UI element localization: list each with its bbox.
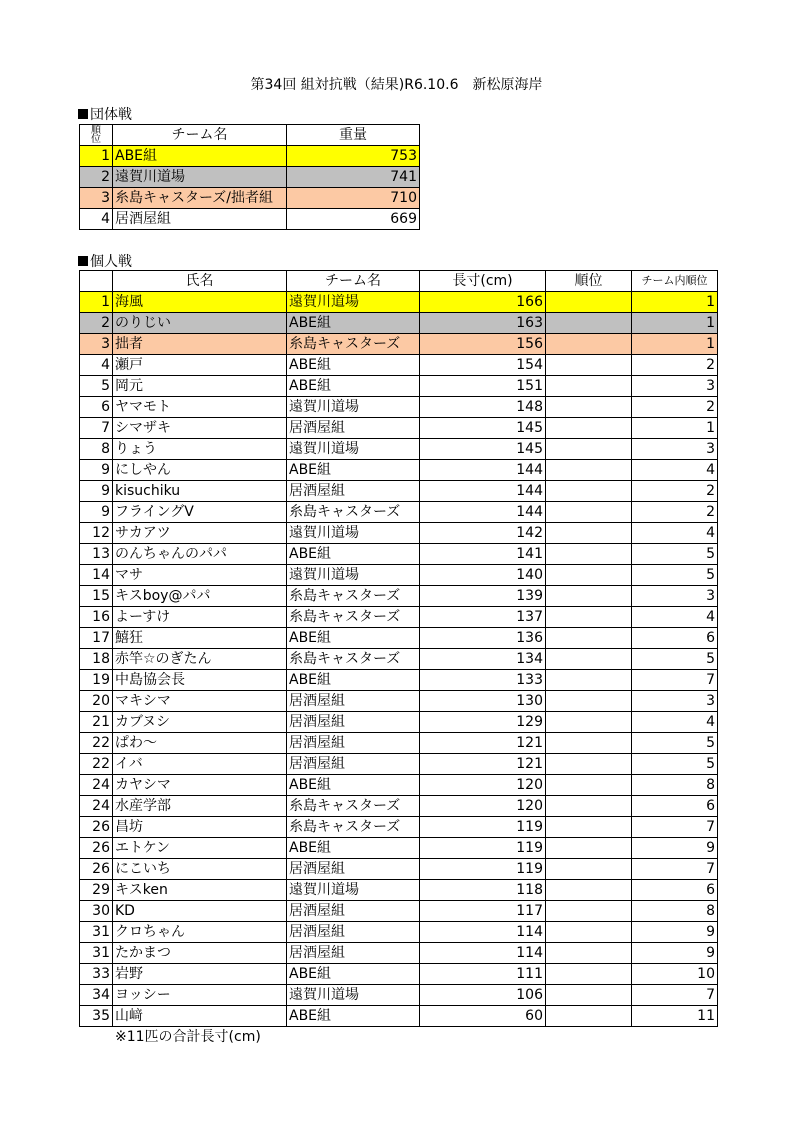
team-rank-cell: 1 [632, 418, 718, 439]
name-cell: キスken [113, 880, 287, 901]
team-rank-cell: 4 [632, 607, 718, 628]
square-bullet-icon [78, 109, 88, 119]
name-cell: マサ [113, 565, 287, 586]
table-row [80, 817, 718, 838]
length-cell: 121 [420, 733, 546, 754]
place-cell [546, 544, 632, 565]
rank-cell: 35 [80, 1006, 113, 1027]
length-cell: 120 [420, 796, 546, 817]
team-cell: 糸島キャスターズ [287, 502, 420, 523]
table-row [80, 565, 718, 586]
name-cell: フライングV [113, 502, 287, 523]
team-rank-cell: 7 [632, 817, 718, 838]
rank-cell: 29 [80, 880, 113, 901]
team-rank-cell: 9 [632, 922, 718, 943]
rank-cell: 9 [80, 502, 113, 523]
team-rank-cell: 2 [632, 355, 718, 376]
footnote: ※11匹の合計長寸(cm) [115, 1029, 261, 1045]
team-rank-cell: 6 [632, 796, 718, 817]
name-cell: KD [113, 901, 287, 922]
table-row [80, 754, 718, 775]
rank-cell: 3 [80, 334, 113, 355]
table-row [80, 985, 718, 1006]
header-rank: 順位 [80, 125, 113, 146]
rank-cell: 24 [80, 796, 113, 817]
rank-cell: 19 [80, 670, 113, 691]
rank-cell: 6 [80, 397, 113, 418]
length-cell: 154 [420, 355, 546, 376]
place-cell [546, 376, 632, 397]
team-cell: 遠賀川道場 [287, 985, 420, 1006]
rank-cell: 7 [80, 418, 113, 439]
table-row [80, 922, 718, 943]
table-row [80, 691, 718, 712]
name-cell: のりじい [113, 313, 287, 334]
team-cell: ABE組 [287, 355, 420, 376]
rank-cell: 26 [80, 859, 113, 880]
team-rank-cell: 7 [632, 859, 718, 880]
rank-cell: 22 [80, 733, 113, 754]
length-cell: 141 [420, 544, 546, 565]
length-cell: 140 [420, 565, 546, 586]
length-cell: 148 [420, 397, 546, 418]
team-cell: 遠賀川道場 [287, 292, 420, 313]
team-section-label: 団体戦 [90, 107, 132, 123]
name-cell: 岡元 [113, 376, 287, 397]
team-rank-cell: 2 [632, 502, 718, 523]
table-row [80, 628, 718, 649]
rank-cell: 4 [80, 355, 113, 376]
name-cell: よーすけ [113, 607, 287, 628]
table-row [80, 859, 718, 880]
table-row [80, 964, 718, 985]
place-cell [546, 460, 632, 481]
table-row [80, 712, 718, 733]
name-cell: 瀬戸 [113, 355, 287, 376]
weight-cell: 753 [287, 146, 420, 167]
team-rank-cell: 3 [632, 376, 718, 397]
length-cell: 119 [420, 817, 546, 838]
table-row [80, 775, 718, 796]
place-cell [546, 418, 632, 439]
length-cell: 111 [420, 964, 546, 985]
table-row [80, 460, 718, 481]
team-rank-cell: 5 [632, 649, 718, 670]
rank-cell: 2 [80, 313, 113, 334]
team-cell: ABE組 [287, 313, 420, 334]
length-cell: 133 [420, 670, 546, 691]
team-cell: 居酒屋組 [287, 712, 420, 733]
length-cell: 144 [420, 460, 546, 481]
table-row [80, 649, 718, 670]
header-team: チーム名 [287, 271, 420, 292]
place-cell [546, 355, 632, 376]
table-row [80, 397, 718, 418]
team-cell: 居酒屋組 [287, 481, 420, 502]
team-cell: 居酒屋組 [287, 691, 420, 712]
header-team: チーム名 [113, 125, 287, 146]
rank-cell: 30 [80, 901, 113, 922]
header-rank [80, 271, 113, 292]
length-cell: 144 [420, 481, 546, 502]
table-row [80, 376, 718, 397]
table-row [80, 523, 718, 544]
header-weight: 重量 [287, 125, 420, 146]
place-cell [546, 796, 632, 817]
place-cell [546, 607, 632, 628]
team-cell: 糸島キャスターズ [287, 649, 420, 670]
name-cell: 鱚狂 [113, 628, 287, 649]
name-cell: カヤシマ [113, 775, 287, 796]
table-row [80, 313, 718, 334]
table-row [80, 607, 718, 628]
name-cell: 水産学部 [113, 796, 287, 817]
length-cell: 134 [420, 649, 546, 670]
team-cell: 居酒屋組 [287, 943, 420, 964]
name-cell: 昌坊 [113, 817, 287, 838]
rank-cell: 33 [80, 964, 113, 985]
individual-section-label: 個人戦 [90, 254, 132, 270]
header-team-rank: チーム内順位 [632, 271, 718, 292]
place-cell [546, 334, 632, 355]
name-cell: にこいち [113, 859, 287, 880]
place-cell [546, 586, 632, 607]
place-cell [546, 397, 632, 418]
table-row [80, 334, 718, 355]
rank-cell: 5 [80, 376, 113, 397]
individual-results-table [79, 270, 718, 1027]
team-rank-cell: 7 [632, 670, 718, 691]
team-rank-cell: 6 [632, 628, 718, 649]
length-cell: 163 [420, 313, 546, 334]
name-cell: 山﨑 [113, 1006, 287, 1027]
length-cell: 129 [420, 712, 546, 733]
team-cell: 糸島キャスターズ [287, 334, 420, 355]
table-row [80, 146, 420, 167]
team-rank-cell: 9 [632, 838, 718, 859]
rank-cell: 12 [80, 523, 113, 544]
table-row [80, 544, 718, 565]
team-rank-cell: 2 [632, 397, 718, 418]
place-cell [546, 523, 632, 544]
table-row [80, 209, 420, 230]
team-cell: 居酒屋組 [287, 754, 420, 775]
length-cell: 121 [420, 754, 546, 775]
name-cell: 中島協会長 [113, 670, 287, 691]
place-cell [546, 439, 632, 460]
rank-cell: 9 [80, 481, 113, 502]
team-cell: ABE組 [287, 460, 420, 481]
rank-cell: 21 [80, 712, 113, 733]
length-cell: 145 [420, 418, 546, 439]
table-row [80, 838, 718, 859]
length-cell: 60 [420, 1006, 546, 1027]
name-cell: キスboy@パパ [113, 586, 287, 607]
team-rank-cell: 3 [632, 586, 718, 607]
place-cell [546, 502, 632, 523]
team-cell: ABE組 [287, 628, 420, 649]
name-cell: たかまつ [113, 943, 287, 964]
team-cell: 糸島キャスターズ [287, 817, 420, 838]
length-cell: 156 [420, 334, 546, 355]
name-cell: 岩野 [113, 964, 287, 985]
team-cell: ABE組 [287, 544, 420, 565]
square-bullet-icon [78, 256, 88, 266]
table-row [80, 943, 718, 964]
place-cell [546, 712, 632, 733]
rank-cell: 13 [80, 544, 113, 565]
place-cell [546, 292, 632, 313]
name-cell: マキシマ [113, 691, 287, 712]
length-cell: 118 [420, 880, 546, 901]
length-cell: 136 [420, 628, 546, 649]
team-cell: 居酒屋組 [287, 901, 420, 922]
rank-cell: 1 [80, 146, 113, 167]
weight-cell: 741 [287, 167, 420, 188]
name-cell: ぱわ～ [113, 733, 287, 754]
name-cell: シマザキ [113, 418, 287, 439]
team-rank-cell: 7 [632, 985, 718, 1006]
team-rank-cell: 6 [632, 880, 718, 901]
team-rank-cell: 1 [632, 292, 718, 313]
team-rank-cell: 5 [632, 565, 718, 586]
length-cell: 114 [420, 943, 546, 964]
place-cell [546, 1006, 632, 1027]
team-rank-cell: 4 [632, 460, 718, 481]
name-cell: ヤマモト [113, 397, 287, 418]
table-row [80, 418, 718, 439]
rank-cell: 9 [80, 460, 113, 481]
team-cell: ABE組 [113, 146, 287, 167]
rank-cell: 1 [80, 292, 113, 313]
name-cell: 拙者 [113, 334, 287, 355]
length-cell: 119 [420, 838, 546, 859]
place-cell [546, 670, 632, 691]
place-cell [546, 817, 632, 838]
place-cell [546, 922, 632, 943]
place-cell [546, 628, 632, 649]
length-cell: 151 [420, 376, 546, 397]
name-cell: 赤竿☆のぎたん [113, 649, 287, 670]
place-cell [546, 481, 632, 502]
team-cell: 居酒屋組 [287, 922, 420, 943]
length-cell: 166 [420, 292, 546, 313]
team-rank-cell: 4 [632, 712, 718, 733]
table-row [80, 481, 718, 502]
place-cell [546, 901, 632, 922]
name-cell: kisuchiku [113, 481, 287, 502]
rank-cell: 3 [80, 188, 113, 209]
team-cell: 糸島キャスターズ [287, 607, 420, 628]
team-cell: ABE組 [287, 376, 420, 397]
length-cell: 130 [420, 691, 546, 712]
team-rank-cell: 1 [632, 313, 718, 334]
weight-cell: 669 [287, 209, 420, 230]
team-cell: 居酒屋組 [113, 209, 287, 230]
place-cell [546, 880, 632, 901]
length-cell: 142 [420, 523, 546, 544]
table-row [80, 901, 718, 922]
rank-cell: 2 [80, 167, 113, 188]
team-section-heading [78, 104, 132, 124]
rank-cell: 24 [80, 775, 113, 796]
team-results-table [79, 124, 420, 230]
team-rank-cell: 8 [632, 775, 718, 796]
team-rank-cell: 1 [632, 334, 718, 355]
name-cell: ヨッシー [113, 985, 287, 1006]
table-row [80, 167, 420, 188]
team-cell: 居酒屋組 [287, 859, 420, 880]
rank-cell: 4 [80, 209, 113, 230]
rank-cell: 26 [80, 817, 113, 838]
team-cell: 居酒屋組 [287, 418, 420, 439]
place-cell [546, 964, 632, 985]
team-rank-cell: 11 [632, 1006, 718, 1027]
team-rank-cell: 3 [632, 691, 718, 712]
header-length: 長寸(cm) [420, 271, 546, 292]
team-rank-cell: 4 [632, 523, 718, 544]
name-cell: サカアツ [113, 523, 287, 544]
place-cell [546, 313, 632, 334]
team-rank-cell: 9 [632, 943, 718, 964]
table-row [80, 1006, 718, 1027]
team-rank-cell: 3 [632, 439, 718, 460]
rank-cell: 14 [80, 565, 113, 586]
rank-cell: 8 [80, 439, 113, 460]
rank-cell: 20 [80, 691, 113, 712]
team-cell: 糸島キャスターズ [287, 796, 420, 817]
name-cell: エトケン [113, 838, 287, 859]
name-cell: りょう [113, 439, 287, 460]
team-rank-cell: 5 [632, 733, 718, 754]
rank-cell: 17 [80, 628, 113, 649]
rank-cell: 16 [80, 607, 113, 628]
place-cell [546, 838, 632, 859]
name-cell: 海風 [113, 292, 287, 313]
table-row [80, 355, 718, 376]
length-cell: 139 [420, 586, 546, 607]
length-cell: 145 [420, 439, 546, 460]
rank-cell: 22 [80, 754, 113, 775]
team-cell: 遠賀川道場 [113, 167, 287, 188]
place-cell [546, 943, 632, 964]
place-cell [546, 859, 632, 880]
table-row [80, 439, 718, 460]
team-cell: 糸島キャスターズ/拙者組 [113, 188, 287, 209]
name-cell: イバ [113, 754, 287, 775]
team-cell: ABE組 [287, 1006, 420, 1027]
name-cell: にしやん [113, 460, 287, 481]
length-cell: 117 [420, 901, 546, 922]
rank-cell: 15 [80, 586, 113, 607]
rank-cell: 18 [80, 649, 113, 670]
table-row [80, 796, 718, 817]
name-cell: カブヌシ [113, 712, 287, 733]
team-rank-cell: 10 [632, 964, 718, 985]
team-rank-cell: 8 [632, 901, 718, 922]
team-cell: 居酒屋組 [287, 733, 420, 754]
team-rank-cell: 2 [632, 481, 718, 502]
name-cell: のんちゃんのパパ [113, 544, 287, 565]
table-row [80, 880, 718, 901]
length-cell: 144 [420, 502, 546, 523]
place-cell [546, 565, 632, 586]
header-place: 順位 [546, 271, 632, 292]
place-cell [546, 733, 632, 754]
weight-cell: 710 [287, 188, 420, 209]
table-row [80, 188, 420, 209]
place-cell [546, 754, 632, 775]
length-cell: 137 [420, 607, 546, 628]
team-cell: 遠賀川道場 [287, 439, 420, 460]
table-row [80, 292, 718, 313]
place-cell [546, 775, 632, 796]
length-cell: 119 [420, 859, 546, 880]
team-cell: 遠賀川道場 [287, 565, 420, 586]
team-cell: 遠賀川道場 [287, 397, 420, 418]
rank-cell: 31 [80, 922, 113, 943]
individual-section-heading [78, 251, 132, 271]
place-cell [546, 649, 632, 670]
rank-cell: 34 [80, 985, 113, 1006]
team-cell: 遠賀川道場 [287, 523, 420, 544]
team-cell: ABE組 [287, 775, 420, 796]
length-cell: 120 [420, 775, 546, 796]
team-cell: ABE組 [287, 838, 420, 859]
team-cell: 糸島キャスターズ [287, 586, 420, 607]
page-title: 第34回 組対抗戦（結果)R6.10.6 新松原海岸 [250, 77, 543, 93]
team-cell: 遠賀川道場 [287, 880, 420, 901]
place-cell [546, 691, 632, 712]
header-name: 氏名 [113, 271, 287, 292]
length-cell: 114 [420, 922, 546, 943]
table-row [80, 586, 718, 607]
place-cell [546, 985, 632, 1006]
table-row [80, 733, 718, 754]
name-cell: クロちゃん [113, 922, 287, 943]
team-cell: ABE組 [287, 670, 420, 691]
team-cell: ABE組 [287, 964, 420, 985]
rank-cell: 31 [80, 943, 113, 964]
team-rank-cell: 5 [632, 754, 718, 775]
length-cell: 106 [420, 985, 546, 1006]
team-rank-cell: 5 [632, 544, 718, 565]
rank-cell: 26 [80, 838, 113, 859]
table-row [80, 502, 718, 523]
table-row [80, 670, 718, 691]
